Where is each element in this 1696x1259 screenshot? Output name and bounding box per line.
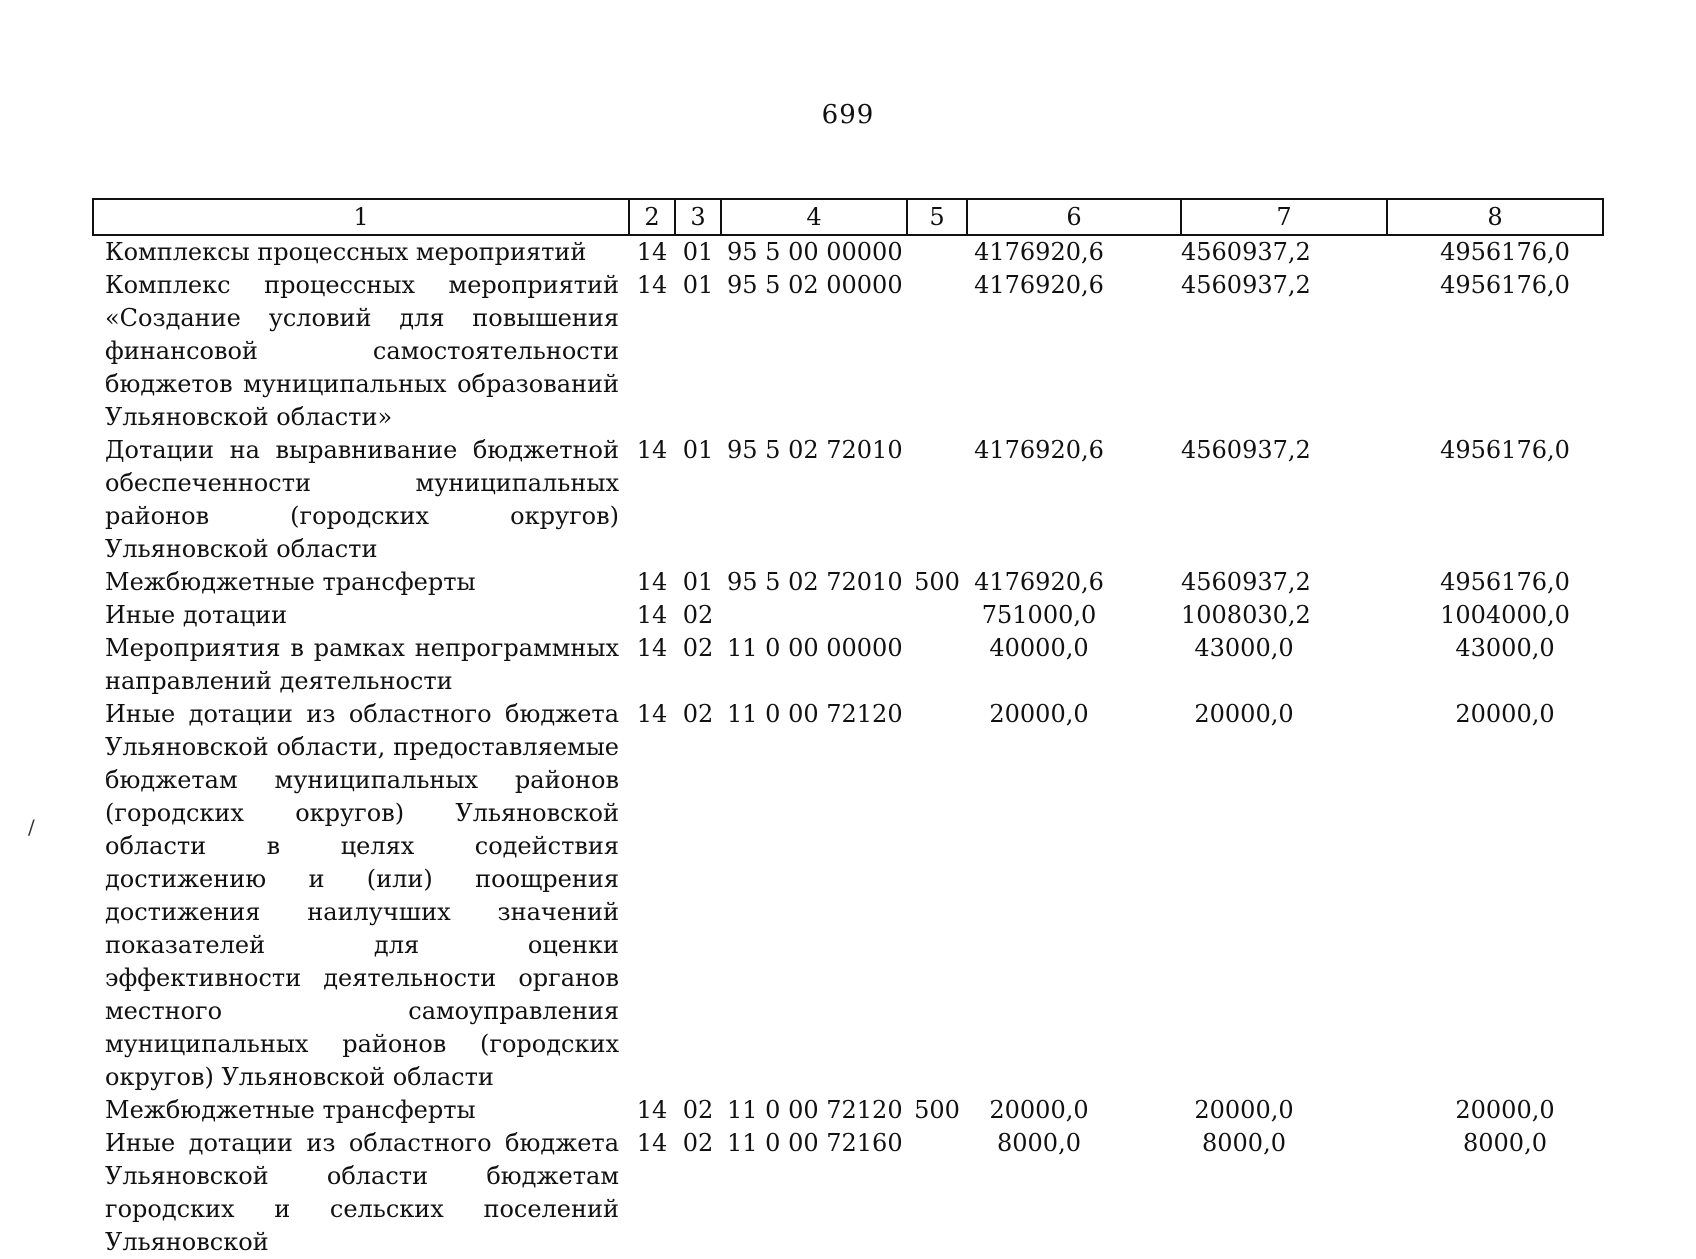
row-amount-col7: 43000,0 bbox=[1194, 634, 1294, 662]
row-amount-col7: 4560937,2 bbox=[1181, 568, 1311, 596]
row-name: Иные дотации из областного бюджета Ульяновской области, предоставляемые бюджетам муниципальных районов (городских округов) Ульяновской области в целях содействия достижению и (или) поощрения достижения наилучших значений показателей для оценки эффективности деятельности органов местного самоуправления муниципальных районов (городских округов) Ульяновской области bbox=[105, 700, 619, 1091]
row-amount-col8: 8000,0 bbox=[1463, 1129, 1547, 1157]
table-row bbox=[93, 434, 1603, 566]
row-section: 14 bbox=[636, 601, 668, 629]
row-amount-col8: 4956176,0 bbox=[1440, 436, 1570, 464]
row-expense-type: 500 bbox=[914, 568, 960, 596]
row-subsection: 01 bbox=[682, 238, 714, 266]
row-amount-col6: 4176920,6 bbox=[974, 271, 1104, 299]
row-amount-col6: 4176920,6 bbox=[974, 238, 1104, 266]
row-subsection: 01 bbox=[682, 271, 714, 299]
row-name: Иные дотации из областного бюджета Ульяновской области бюджетам городских и сельских поселений Ульяновской bbox=[105, 1129, 619, 1256]
row-amount-col8: 1004000,0 bbox=[1440, 601, 1570, 629]
row-amount-col8: 4956176,0 bbox=[1440, 271, 1570, 299]
row-amount-col8: 20000,0 bbox=[1455, 700, 1555, 728]
header-col-5: 5 bbox=[907, 199, 967, 235]
row-amount-col7: 1008030,2 bbox=[1181, 601, 1311, 629]
table-row bbox=[93, 235, 1603, 269]
margin-tick-mark: / bbox=[28, 815, 35, 839]
row-amount-col7: 8000,0 bbox=[1202, 1129, 1286, 1157]
row-expense-type bbox=[907, 434, 967, 566]
table-row bbox=[93, 599, 1603, 632]
row-amount-col6: 8000,0 bbox=[997, 1129, 1081, 1157]
budget-table bbox=[92, 198, 1604, 1259]
row-amount-col8: 4956176,0 bbox=[1440, 568, 1570, 596]
row-amount-col6: 20000,0 bbox=[989, 700, 1089, 728]
row-section: 14 bbox=[636, 238, 668, 266]
row-expense-type bbox=[907, 1127, 967, 1259]
header-col-2: 2 bbox=[629, 199, 675, 235]
row-target-code: 95 5 02 72010 bbox=[727, 568, 903, 596]
row-amount-col7: 4560937,2 bbox=[1181, 238, 1311, 266]
table-row bbox=[93, 269, 1603, 434]
table-row bbox=[93, 566, 1603, 599]
header-col-4: 4 bbox=[721, 199, 907, 235]
header-col-3: 3 bbox=[675, 199, 721, 235]
row-expense-type: 500 bbox=[914, 1096, 960, 1124]
row-amount-col7: 20000,0 bbox=[1194, 1096, 1294, 1124]
row-amount-col7: 20000,0 bbox=[1194, 700, 1294, 728]
row-target-code: 11 0 00 72160 bbox=[727, 1129, 903, 1157]
page-number: 699 bbox=[821, 100, 875, 130]
table-row bbox=[93, 632, 1603, 698]
header-col-8: 8 bbox=[1387, 199, 1603, 235]
table-row bbox=[93, 1094, 1603, 1127]
row-subsection: 02 bbox=[682, 1096, 714, 1124]
header-row bbox=[93, 199, 1603, 235]
row-amount-col8: 43000,0 bbox=[1455, 634, 1555, 662]
row-section: 14 bbox=[636, 271, 668, 299]
row-amount-col6: 40000,0 bbox=[989, 634, 1089, 662]
table-header bbox=[93, 199, 1603, 235]
header-col-7: 7 bbox=[1181, 199, 1387, 235]
row-target-code: 11 0 00 00000 bbox=[727, 634, 903, 662]
row-expense-type bbox=[907, 698, 967, 1094]
row-name: Дотации на выравнивание бюджетной обеспеченности муниципальных районов (городских округов) Ульяновской области bbox=[105, 436, 619, 563]
row-amount-col8: 4956176,0 bbox=[1440, 238, 1570, 266]
row-expense-type bbox=[907, 269, 967, 434]
row-section: 14 bbox=[636, 1129, 668, 1157]
row-target-code bbox=[721, 599, 907, 632]
row-subsection: 01 bbox=[682, 568, 714, 596]
row-expense-type bbox=[907, 632, 967, 698]
row-name: Комплекс процессных мероприятий «Создание условий для повышения финансовой самостоятельности бюджетов муниципальных образований Ульяновской области» bbox=[105, 271, 619, 431]
row-target-code: 11 0 00 72120 bbox=[727, 1096, 903, 1124]
row-name: Комплексы процессных мероприятий bbox=[105, 238, 587, 266]
row-name: Межбюджетные трансферты bbox=[105, 1096, 476, 1124]
row-target-code: 95 5 00 00000 bbox=[727, 238, 903, 266]
row-amount-col6: 751000,0 bbox=[981, 601, 1097, 629]
row-subsection: 02 bbox=[682, 634, 714, 662]
row-subsection: 01 bbox=[682, 436, 714, 464]
row-section: 14 bbox=[636, 634, 668, 662]
row-amount-col6: 20000,0 bbox=[989, 1096, 1089, 1124]
row-name: Межбюджетные трансферты bbox=[105, 568, 476, 596]
row-amount-col6: 4176920,6 bbox=[974, 568, 1104, 596]
row-section: 14 bbox=[636, 1096, 668, 1124]
row-target-code: 95 5 02 00000 bbox=[727, 271, 903, 299]
row-expense-type bbox=[907, 599, 967, 632]
row-expense-type bbox=[907, 235, 967, 269]
row-subsection: 02 bbox=[682, 700, 714, 728]
row-amount-col8: 20000,0 bbox=[1455, 1096, 1555, 1124]
row-subsection: 02 bbox=[682, 601, 714, 629]
row-section: 14 bbox=[636, 700, 668, 728]
header-col-6: 6 bbox=[967, 199, 1181, 235]
row-section: 14 bbox=[636, 436, 668, 464]
row-amount-col6: 4176920,6 bbox=[974, 436, 1104, 464]
row-name: Мероприятия в рамках непрограммных направлений деятельности bbox=[105, 634, 619, 695]
table-body bbox=[93, 235, 1603, 1259]
row-section: 14 bbox=[636, 568, 668, 596]
row-target-code: 11 0 00 72120 bbox=[727, 700, 903, 728]
table-row bbox=[93, 1127, 1603, 1259]
row-target-code: 95 5 02 72010 bbox=[727, 436, 903, 464]
header-col-1: 1 bbox=[93, 199, 629, 235]
table-row bbox=[93, 698, 1603, 1094]
row-name: Иные дотации bbox=[105, 601, 288, 629]
row-amount-col7: 4560937,2 bbox=[1181, 436, 1311, 464]
row-amount-col7: 4560937,2 bbox=[1181, 271, 1311, 299]
row-subsection: 02 bbox=[682, 1129, 714, 1157]
